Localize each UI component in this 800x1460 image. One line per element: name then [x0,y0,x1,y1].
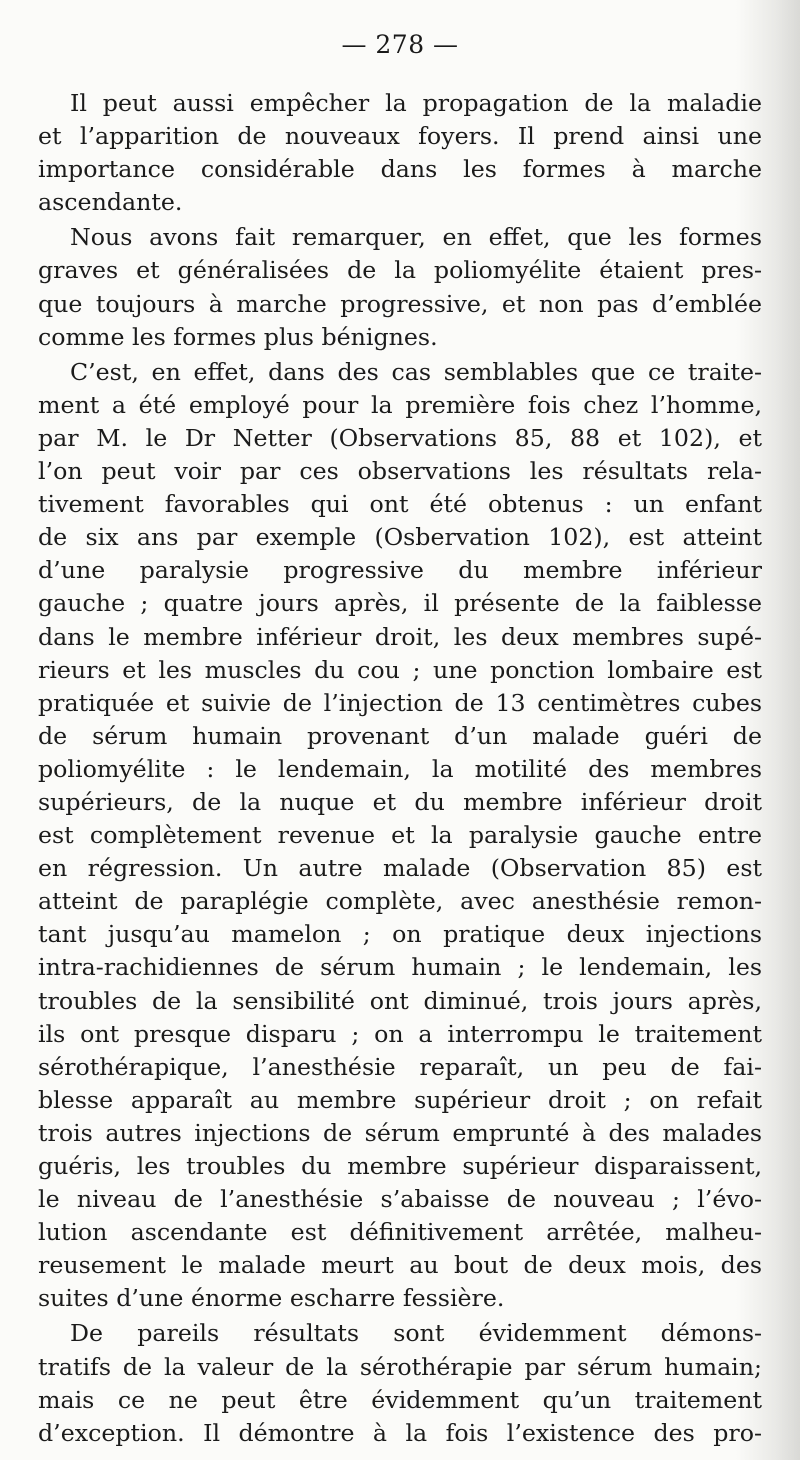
text-line: sérothérapique, l’anesthésie reparaît, un peu de fai- [38,1052,762,1081]
text-line: reusement le malade meurt au bout de deux mois, des [38,1251,762,1280]
text-line: l’on peut voir par ces observations les résultats rela- [38,457,762,486]
text-line: intra-rachidiennes de sérum humain ; le lendemain, les [38,953,762,982]
body-text [38,87,762,1450]
text-line: supérieurs, de la nuque et du membre inférieur droit [38,787,762,816]
text-line: poliomyélite : le lendemain, la motilité des membres [38,754,762,783]
text-line: atteint de paraplégie complète, avec anesthésie remon- [38,887,762,916]
text-line: le niveau de l’anesthésie s’abaisse de nouveau ; l’évo- [38,1185,762,1214]
text-line: rieurs et les muscles du cou ; une ponction lombaire est [38,655,762,684]
text-line: mais ce ne peut être évidemment qu’un traitement [38,1385,762,1414]
text-line: tratifs de la valeur de la sérothérapie par sérum humain; [38,1352,762,1381]
text-line: blesse apparaît au membre supérieur droit ; on refait [38,1085,762,1114]
text-line: d’une paralysie progressive du membre inférieur [38,556,762,585]
text-line: C’est, en effet, dans des cas semblables que ce traite- [70,357,762,386]
text-line: tant jusqu’au mamelon ; on pratique deux injections [38,920,762,949]
text-line: Il peut aussi empêcher la propagation de la maladie [70,89,762,117]
paragraph-1 [38,87,762,219]
text-line: de sérum humain provenant d’un malade guéri de [38,721,762,750]
text-line: par M. le Dr Netter (Observations 85, 88 et 102), et [38,423,762,452]
text-line: ment a été employé pour la première fois chez l’homme, [38,390,762,419]
text-line: que toujours à marche progressive, et non pas d’emblée [38,289,762,318]
page-number: — 278 — [341,30,459,59]
text-line: est complètement revenue et la paralysie gauche entre [38,821,762,850]
paragraph-3 [38,356,762,1316]
text-line: dans le membre inférieur droit, les deux membres supé- [38,622,762,651]
text-line: De pareils résultats sont évidemment démons- [70,1319,762,1348]
text-line: comme les formes plus bénignes. [38,322,438,351]
text-line: suites d’une énorme escharre fessière. [38,1284,505,1313]
text-line: ils ont presque disparu ; on a interrompu le traitement [38,1019,762,1048]
text-line: de six ans par exemple (Osbervation 102), est atteint [38,523,762,552]
text-line: lution ascendante est définitivement arrêtée, malheu- [38,1218,762,1247]
paragraph-4 [38,1317,762,1449]
text-line: gauche ; quatre jours après, il présente de la faiblesse [38,589,762,618]
text-line: pratiquée et suivie de l’injection de 13 centimètres cubes [38,688,762,717]
text-line: ascendante. [38,188,183,217]
text-line: guéris, les troubles du membre supérieur disparaissent, [38,1152,762,1180]
text-line: trois autres injections de sérum emprunté à des malades [38,1118,762,1147]
text-line: et l’apparition de nouveaux foyers. Il prend ainsi une [38,122,762,151]
text-line: Nous avons fait remarquer, en effet, que les formes [70,223,762,252]
text-line: d’exception. Il démontre à la fois l’existence des pro- [38,1418,762,1447]
text-line: troubles de la sensibilité ont diminué, trois jours après, [38,986,762,1015]
paragraph-2 [38,221,762,353]
text-line: tivement favorables qui ont été obtenus : un enfant [38,490,762,519]
text-line: graves et généralisées de la poliomyélite étaient pres- [38,256,762,285]
text-line: importance considérable dans les formes à marche [38,155,762,184]
text-line: en régression. Un autre malade (Observation 85) est [38,854,762,883]
